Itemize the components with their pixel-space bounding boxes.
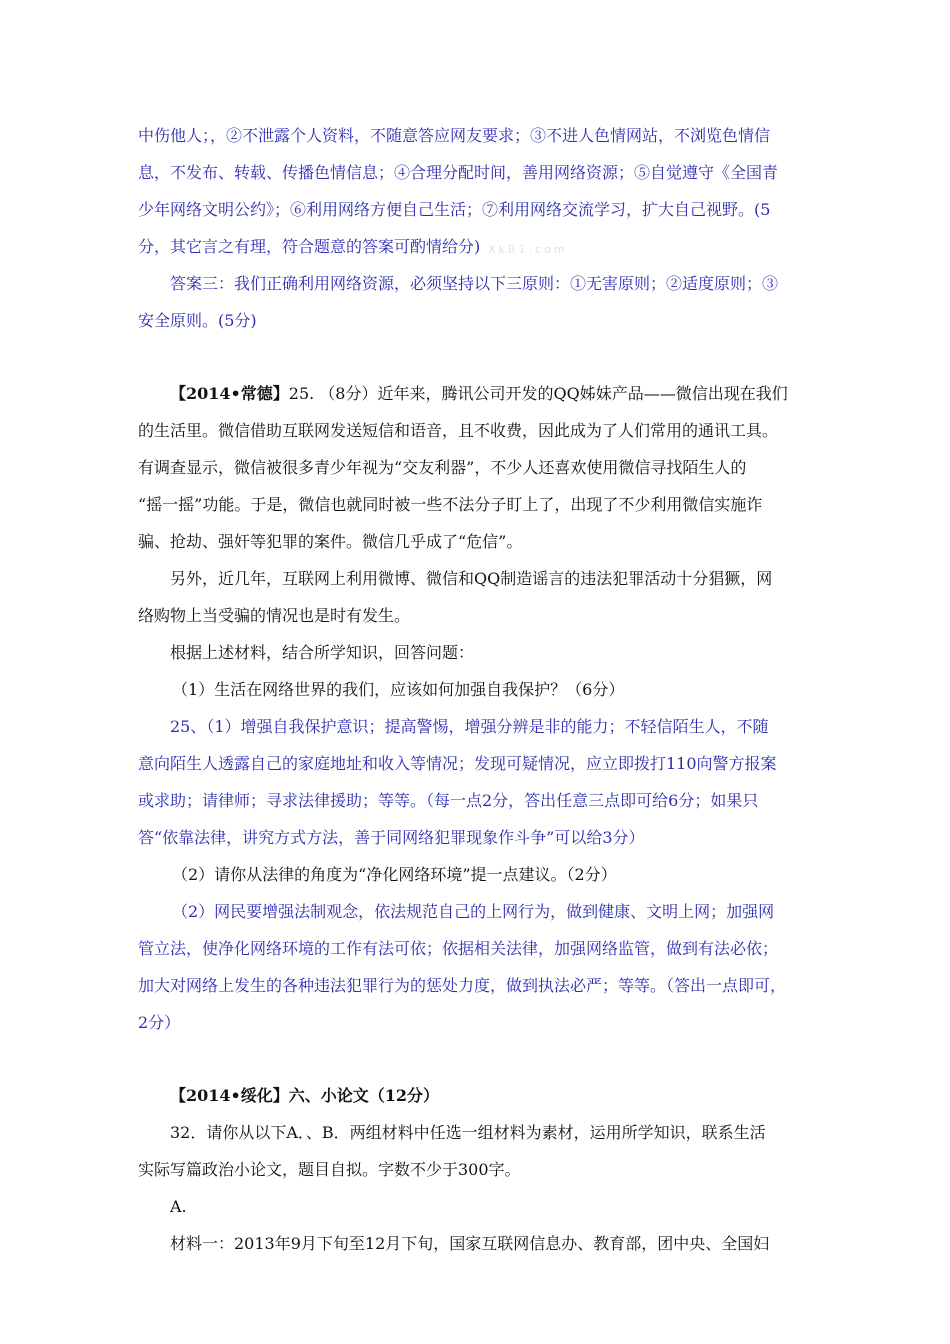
- answer-line: 中伤他人；，②不泄露个人资料，不随意答应网友要求；③不进人色情网站，不浏览色情信: [138, 126, 771, 145]
- answer-line: 少年网络文明公约》；⑥利用网络方便自己生活；⑦利用网络交流学习，扩大自己视野。(5: [138, 200, 771, 219]
- option-a-label: A.: [170, 1197, 187, 1216]
- sub-question-1: （1）生活在网络世界的我们，应该如何加强自我保护？（6分）: [172, 680, 625, 699]
- answer-1-line: 25、（1）增强自我保护意识；提高警惕，增强分辨是非的能力；不轻信陌生人，不随: [170, 717, 769, 736]
- question-intro: 25. （8分）近年来，腾讯公司开发的QQ姊妹产品——微信出现在我们: [288, 384, 788, 403]
- answer-line: 息，不发布、转载、传播色情信息；④合理分配时间，善用网络资源；⑤自觉遵守《全国青: [138, 163, 779, 182]
- answer-2-line: （2）网民要增强法制观念，依法规范自己的上网行为，做到健康、文明上网；加强网: [172, 902, 775, 921]
- answer-three-line: 安全原则。(5分): [138, 311, 257, 330]
- source-tag: 【2014•绥化】: [170, 1086, 289, 1105]
- question-prompt: 根据上述材料，结合所学知识，回答问题：: [170, 643, 475, 662]
- answer-three-line: 答案三：我们正确利用网络资源，必须坚持以下三原则：①无害原则；②适度原则；③: [170, 274, 779, 293]
- material-line: 络购物上当受骗的情况也是时有发生。: [138, 606, 411, 625]
- watermark: XkB1.com: [488, 243, 568, 256]
- material-line: 有调查显示，微信被很多青少年视为“交友利器”，不少人还喜欢使用微信寻找陌生人的: [138, 458, 747, 477]
- source-tag: 【2014•常德】: [170, 384, 289, 403]
- answer-1-line: 答“依靠法律，讲究方式方法，善于同网络犯罪现象作斗争”可以给3分）: [138, 828, 645, 847]
- question-header-suihua: [170, 1086, 439, 1106]
- answer-2-line: 2分）: [138, 1013, 181, 1032]
- answer-1-line: 或求助；请律师；寻求法律援助；等等。（每一点2分，答出任意三点即可给6分；如果只: [138, 791, 759, 810]
- sub-question-2: （2）请你从法律的角度为“净化网络环境”提一点建议。（2分）: [172, 865, 617, 884]
- material-line: 骗、抢劫、强奸等犯罪的案件。微信几乎成了“危信”。: [138, 532, 523, 551]
- question-32-line: 32．请你从以下A．、B．两组材料中任选一组材料为素材，运用所学知识，联系生活: [170, 1123, 766, 1142]
- material-one-line: 材料一：2013年9月下旬至12月下旬，国家互联网信息办、教育部，团中央、全国妇: [170, 1234, 770, 1253]
- question-32-line: 实际写篇政治小论文，题目自拟。字数不少于300字。: [138, 1160, 521, 1179]
- question-header-changde: [170, 384, 788, 404]
- section-title: 六、小论文（12分）: [288, 1086, 440, 1105]
- material-line: 另外，近几年，互联网上利用微博、微信和QQ制造谣言的违法犯罪活动十分猖獗，网: [170, 569, 773, 588]
- answer-2-line: 管立法，使净化网络环境的工作有法可依；依据相关法律，加强网络监管，做到有法必依；: [138, 939, 779, 958]
- answer-line: 分，其它言之有理，符合题意的答案可酌情给分): [138, 237, 481, 256]
- answer-1-line: 意向陌生人透露自己的家庭地址和收入等情况；发现可疑情况，应立即拨打110向警方报案: [138, 754, 777, 773]
- material-line: 的生活里。微信借助互联网发送短信和语音，且不收费，因此成为了人们常用的通讯工具。: [138, 421, 779, 440]
- answer-2-line: 加大对网络上发生的各种违法犯罪行为的惩处力度，做到执法必严；等等。（答出一点即可，: [138, 976, 787, 995]
- material-line: “摇一摇”功能。于是，微信也就同时被一些不法分子盯上了，出现了不少利用微信实施诈: [138, 495, 763, 514]
